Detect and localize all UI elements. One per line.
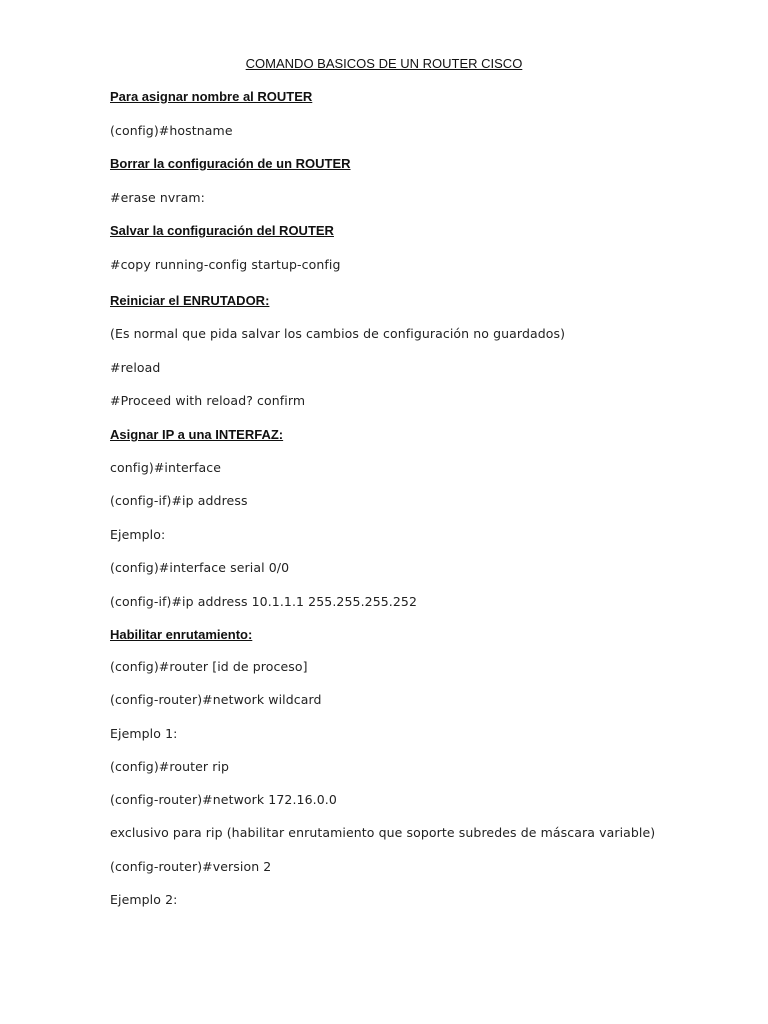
label-ejemplo-1: Ejemplo 1: [110,726,178,741]
document-title: COMANDO BASICOS DE UN ROUTER CISCO [245,56,523,71]
command-hostname: (config)#hostname [110,123,233,138]
command-network-wildcard: (config-router)#network wildcard [110,692,322,707]
command-network-example: (config-router)#network 172.16.0.0 [110,792,337,807]
label-ejemplo: Ejemplo: [110,527,166,542]
command-router-rip: (config)#router rip [110,759,230,774]
heading-reiniciar-enrutador: Reiniciar el ENRUTADOR: [110,293,270,308]
command-ip-address: (config-if)#ip address [110,493,248,508]
command-erase-nvram: #erase nvram: [110,190,205,205]
label-ejemplo-2: Ejemplo 2: [110,892,178,907]
heading-asignar-ip: Asignar IP a una INTERFAZ: [110,427,284,442]
heading-salvar-configuracion: Salvar la configuración del ROUTER [110,223,334,238]
command-interface-serial: (config)#interface serial 0/0 [110,560,290,575]
heading-habilitar-enrutamiento: Habilitar enrutamiento: [110,627,253,642]
command-router-id: (config)#router [id de proceso] [110,659,308,674]
command-proceed-reload: #Proceed with reload? confirm [110,393,306,408]
heading-asignar-nombre: Para asignar nombre al ROUTER [110,89,313,104]
command-ip-address-example: (config-if)#ip address 10.1.1.1 255.255.255.252 [110,594,418,609]
command-version-2: (config-router)#version 2 [110,859,272,874]
command-reload: #reload [110,360,161,375]
note-salvar-cambios: (Es normal que pida salvar los cambios de configuración no guardados) [110,326,566,341]
command-interface: config)#interface [110,460,222,475]
command-copy-running-config: #copy running-config startup-config [110,257,341,272]
heading-borrar-configuracion: Borrar la configuración de un ROUTER [110,156,351,171]
note-exclusivo-rip: exclusivo para rip (habilitar enrutamiento que soporte subredes de máscara variable) [110,825,656,840]
